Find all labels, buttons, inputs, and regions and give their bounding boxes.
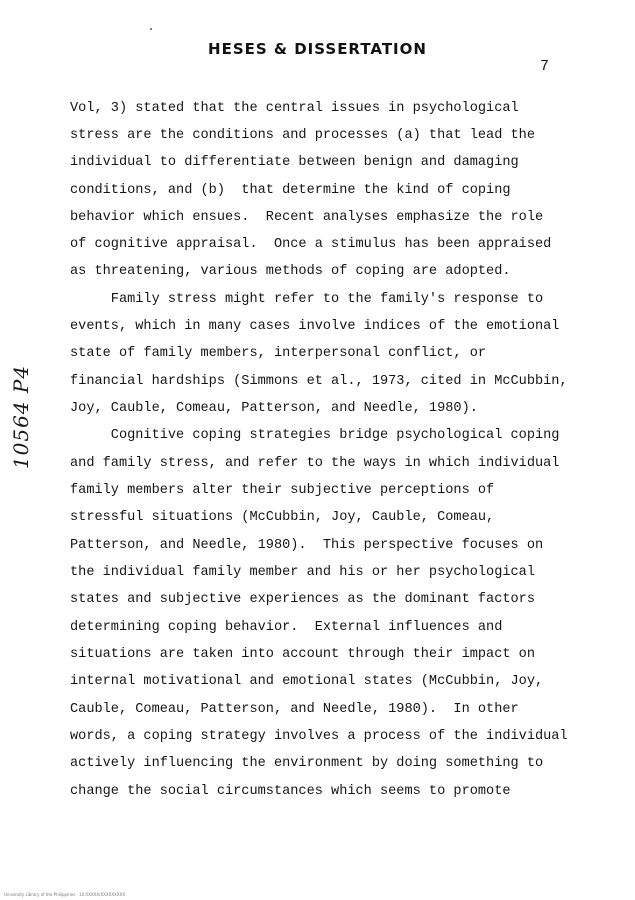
text-line: financial hardships (Simmons et al., 1973, cited in McCubbin, [70, 374, 568, 389]
text-line: states and subjective experiences as the dominant factors [70, 592, 535, 607]
page-number: 7 [540, 58, 550, 75]
text-line: determining coping behavior. External influences and [70, 620, 503, 635]
text-line: the individual family member and his or her psychological [70, 565, 535, 580]
page-header: HESES & DISSERTATION [208, 40, 427, 58]
text-line: state of family members, interpersonal conflict, or [70, 346, 487, 361]
text-line: words, a coping strategy involves a process of the individual [70, 729, 568, 744]
footer-note: University Library of the Philippines · 10.XXXXX/XXXXXXXXX [4, 892, 126, 897]
text-line: family members alter their subjective perceptions of [70, 483, 495, 498]
text-line: behavior which ensues. Recent analyses emphasize the role [70, 210, 544, 225]
text-line: stressful situations (McCubbin, Joy, Cauble, Comeau, [70, 510, 495, 525]
handwritten-margin-note: 10564 P4 [9, 364, 33, 470]
text-line: conditions, and (b) that determine the kind of coping [70, 183, 511, 198]
text-line: of cognitive appraisal. Once a stimulus has been appraised [70, 237, 552, 252]
text-line: and family stress, and refer to the ways in which individual [70, 456, 560, 471]
text-line: situations are taken into account through their impact on [70, 647, 535, 662]
text-line: Patterson, and Needle, 1980). This perspective focuses on [70, 538, 544, 553]
text-line: stress are the conditions and processes (a) that lead the [70, 128, 535, 143]
text-line: Cognitive coping strategies bridge psychological coping [70, 428, 560, 443]
text-line: individual to differentiate between benign and damaging [70, 155, 519, 170]
speck [150, 28, 152, 30]
text-line: events, which in many cases involve indices of the emotional [70, 319, 560, 334]
text-line: change the social circumstances which seems to promote [70, 784, 511, 799]
text-line: Family stress might refer to the family's response to [70, 292, 544, 307]
text-line: as threatening, various methods of coping are adopted. [70, 264, 511, 279]
text-line: Cauble, Comeau, Patterson, and Needle, 1980). In other [70, 702, 519, 717]
text-line: Joy, Cauble, Comeau, Patterson, and Needle, 1980). [70, 401, 478, 416]
text-line: internal motivational and emotional states (McCubbin, Joy, [70, 674, 544, 689]
text-line: Vol, 3) stated that the central issues in psychological [70, 101, 519, 116]
text-line: actively influencing the environment by doing something to [70, 756, 544, 771]
